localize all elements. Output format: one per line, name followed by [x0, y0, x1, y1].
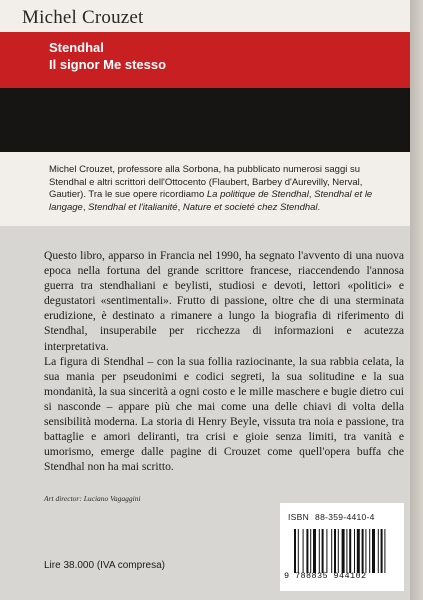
bio-sep: ,: [177, 201, 183, 213]
description-paragraph-1: Questo libro, apparso in Francia nel 1990, ha segnato l'avvento di una nuova epoca nella fortuna del grande scrittore francese, riaccendendo l'annosa guerra tra stendhaliani e beylisti, studiosi e devoti, lettori «politici» e degustatori «sentimentali». Frutto di passione, oltre che di una sterminata erudizione, è destinato a rimanere a lungo la biografia di riferimento di Stendhal, insuperabile per ricchezza di informazioni e acutezza interpretativa.: [44, 249, 404, 353]
book-description: [44, 248, 404, 474]
bio-work-3: Stendhal et l'italianité: [88, 201, 178, 213]
bio-text: Michel Crouzet, professore alla Sorbona, ha pubblicato numerosi saggi su Stendhal e altri scrittori dell'Ottocento (Flaubert, Barbey d'Aurevilly, Nerval, Gautier). Tra le sue opere ricordiamo: [49, 164, 363, 201]
description-paragraph-2: La figura di Stendhal – con la sua follia raziocinante, la sua rabbia celata, la sua mania per pseudonimi e codici segreti, la sua solitudine e la sua mondanità, la sua sincerità a ogni costo e le mille maschere e bugie dietro cui si nasconde – appare più che mai come una delle chiavi di volta della sensibilità moderna. La storia di Henry Beyle, vissuta tra noia e passione, tra battaglie e amori deliranti, tra crisi e gioie senza limiti, tra vanità e umorismo, emerge dalle pagine di Crouzet come quell'opera buffa che Stendhal non ha mai scritto.: [44, 354, 404, 474]
bio-work-4: Nature et societé chez Stendhal: [182, 201, 318, 213]
bio-work-2: Stendhal et le langage: [49, 189, 373, 213]
title-line-1: Stendhal: [49, 40, 104, 55]
barcode-image: [294, 529, 398, 573]
bio-work-1: La politique de Stendhal: [206, 189, 309, 201]
author-name: Michel Crouzet: [22, 7, 144, 28]
isbn-line: [288, 512, 375, 522]
bio-sep: ,: [308, 189, 315, 201]
isbn-label: ISBN: [288, 512, 310, 522]
bio-sep: ,: [82, 201, 89, 213]
black-band: [0, 88, 410, 152]
author-bio: [49, 164, 399, 214]
isbn-number: 88-359-4410-4: [315, 512, 375, 522]
title-line-2: Il signor Me stesso: [49, 57, 167, 72]
barcode-panel: [280, 503, 404, 591]
price-label: Lire 38.000 (IVA compresa): [44, 560, 165, 571]
book-title: [49, 39, 166, 73]
title-band: [0, 32, 410, 88]
bio-end: .: [317, 201, 321, 213]
art-director-credit: Art director: Luciano Vagaggini: [44, 494, 141, 503]
ean-digits: 9 788835 944102: [284, 571, 367, 581]
cover-edge: [410, 0, 423, 600]
